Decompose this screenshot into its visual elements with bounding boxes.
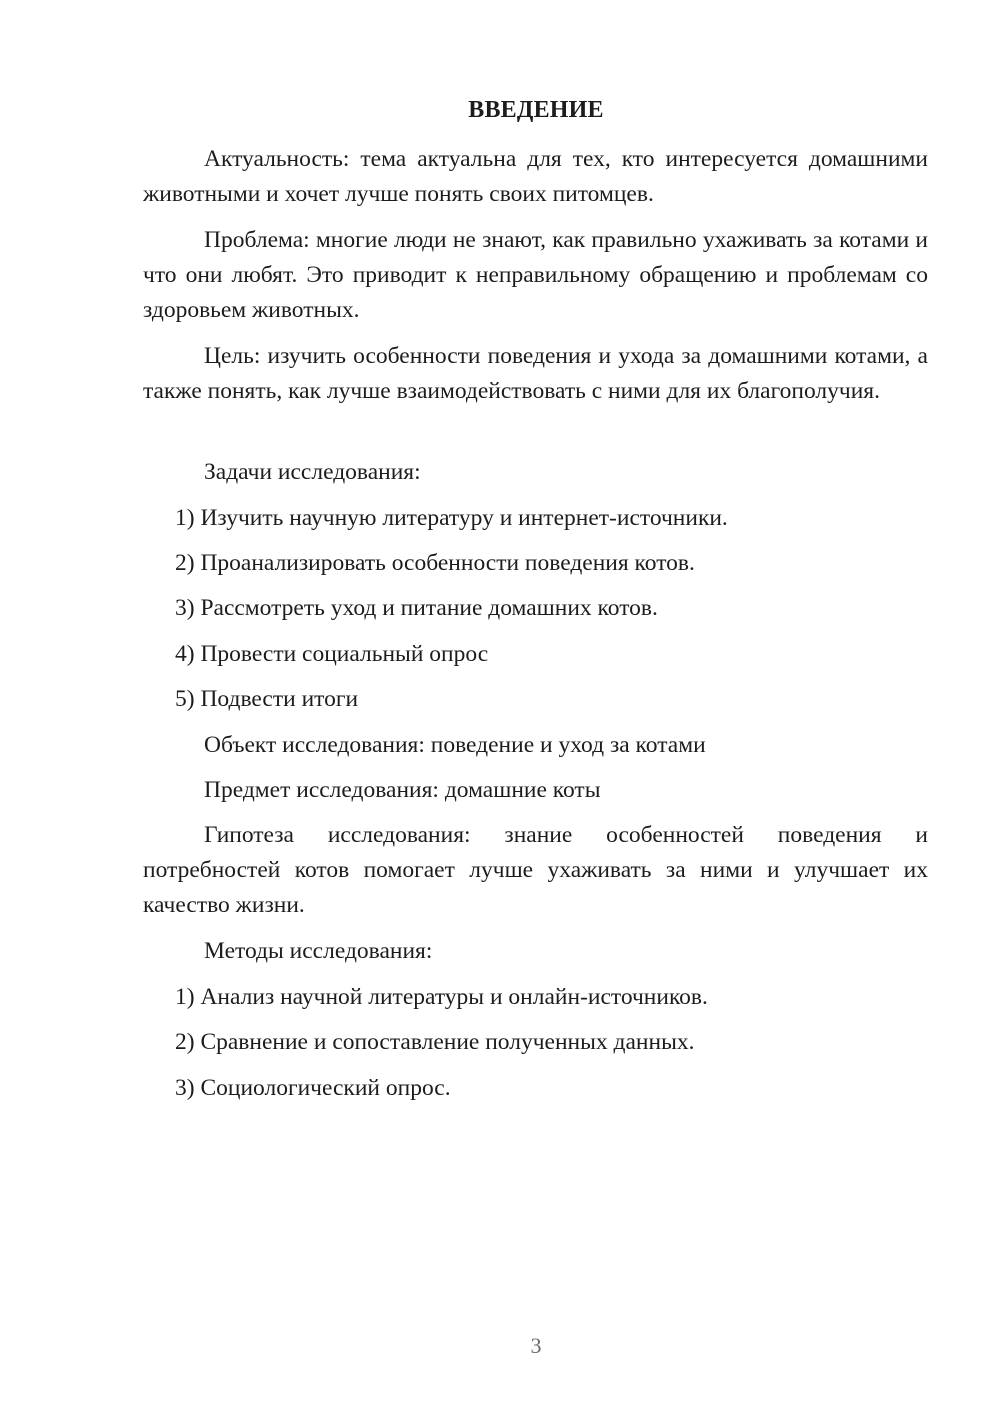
subject-block bbox=[143, 773, 928, 808]
task-item-5-block bbox=[143, 682, 928, 717]
task-item-3-block bbox=[143, 591, 928, 626]
hypothesis-block bbox=[143, 818, 928, 923]
task-item-2-block bbox=[143, 546, 928, 581]
list-item: 3) Социологический опрос. bbox=[175, 1075, 451, 1101]
object-block bbox=[143, 728, 928, 763]
methods-heading: Методы исследования: bbox=[204, 938, 433, 964]
problem-paragraph: Проблема: многие люди не знают, как правильно ухаживать за котами и что они любят. Это приводит к неправильному обращению и проблемам со здоровьем животных. bbox=[143, 227, 928, 323]
section-title: ВВЕДЕНИЕ bbox=[468, 97, 604, 123]
relevance-paragraph: Актуальность: тема актуальна для тех, кто интересуется домашними животными и хочет лучше понять своих питомцев. bbox=[143, 146, 928, 207]
tasks-heading: Задачи исследования: bbox=[204, 459, 421, 485]
task-item-1-block bbox=[143, 501, 928, 536]
list-item: 5) Подвести итоги bbox=[175, 686, 359, 712]
page-number: 3 bbox=[530, 1333, 542, 1358]
task-item-4-block bbox=[143, 637, 928, 672]
list-item: 4) Провести социальный опрос bbox=[175, 641, 489, 667]
list-item: 3) Рассмотреть уход и питание домашних котов. bbox=[175, 595, 658, 621]
section-body bbox=[143, 142, 928, 212]
goal-paragraph: Цель: изучить особенности поведения и ухода за домашними котами, а также понять, как лучше взаимодействовать с ними для их благополучия. bbox=[143, 343, 928, 404]
object-line: Объект исследования: поведение и уход за котами bbox=[204, 732, 706, 758]
method-item-1-block bbox=[143, 980, 928, 1015]
hypothesis-paragraph: Гипотеза исследования: знание особенностей поведения и потребностей котов помогает лучше ухаживать за ними и улучшает их качество жизни. bbox=[143, 822, 928, 918]
list-item: 2) Проанализировать особенности поведения котов. bbox=[175, 550, 695, 576]
problem-block bbox=[143, 223, 928, 328]
list-item: 1) Анализ научной литературы и онлайн-источников. bbox=[175, 984, 708, 1010]
goal-block bbox=[143, 339, 928, 409]
list-item: 1) Изучить научную литературу и интернет-источники. bbox=[175, 505, 728, 531]
method-item-3-block bbox=[143, 1071, 928, 1106]
tasks-heading-block bbox=[143, 455, 928, 490]
methods-heading-block bbox=[143, 934, 928, 969]
method-item-2-block bbox=[143, 1025, 928, 1060]
list-item: 2) Сравнение и сопоставление полученных данных. bbox=[175, 1029, 695, 1055]
subject-line: Предмет исследования: домашние коты bbox=[204, 777, 601, 803]
